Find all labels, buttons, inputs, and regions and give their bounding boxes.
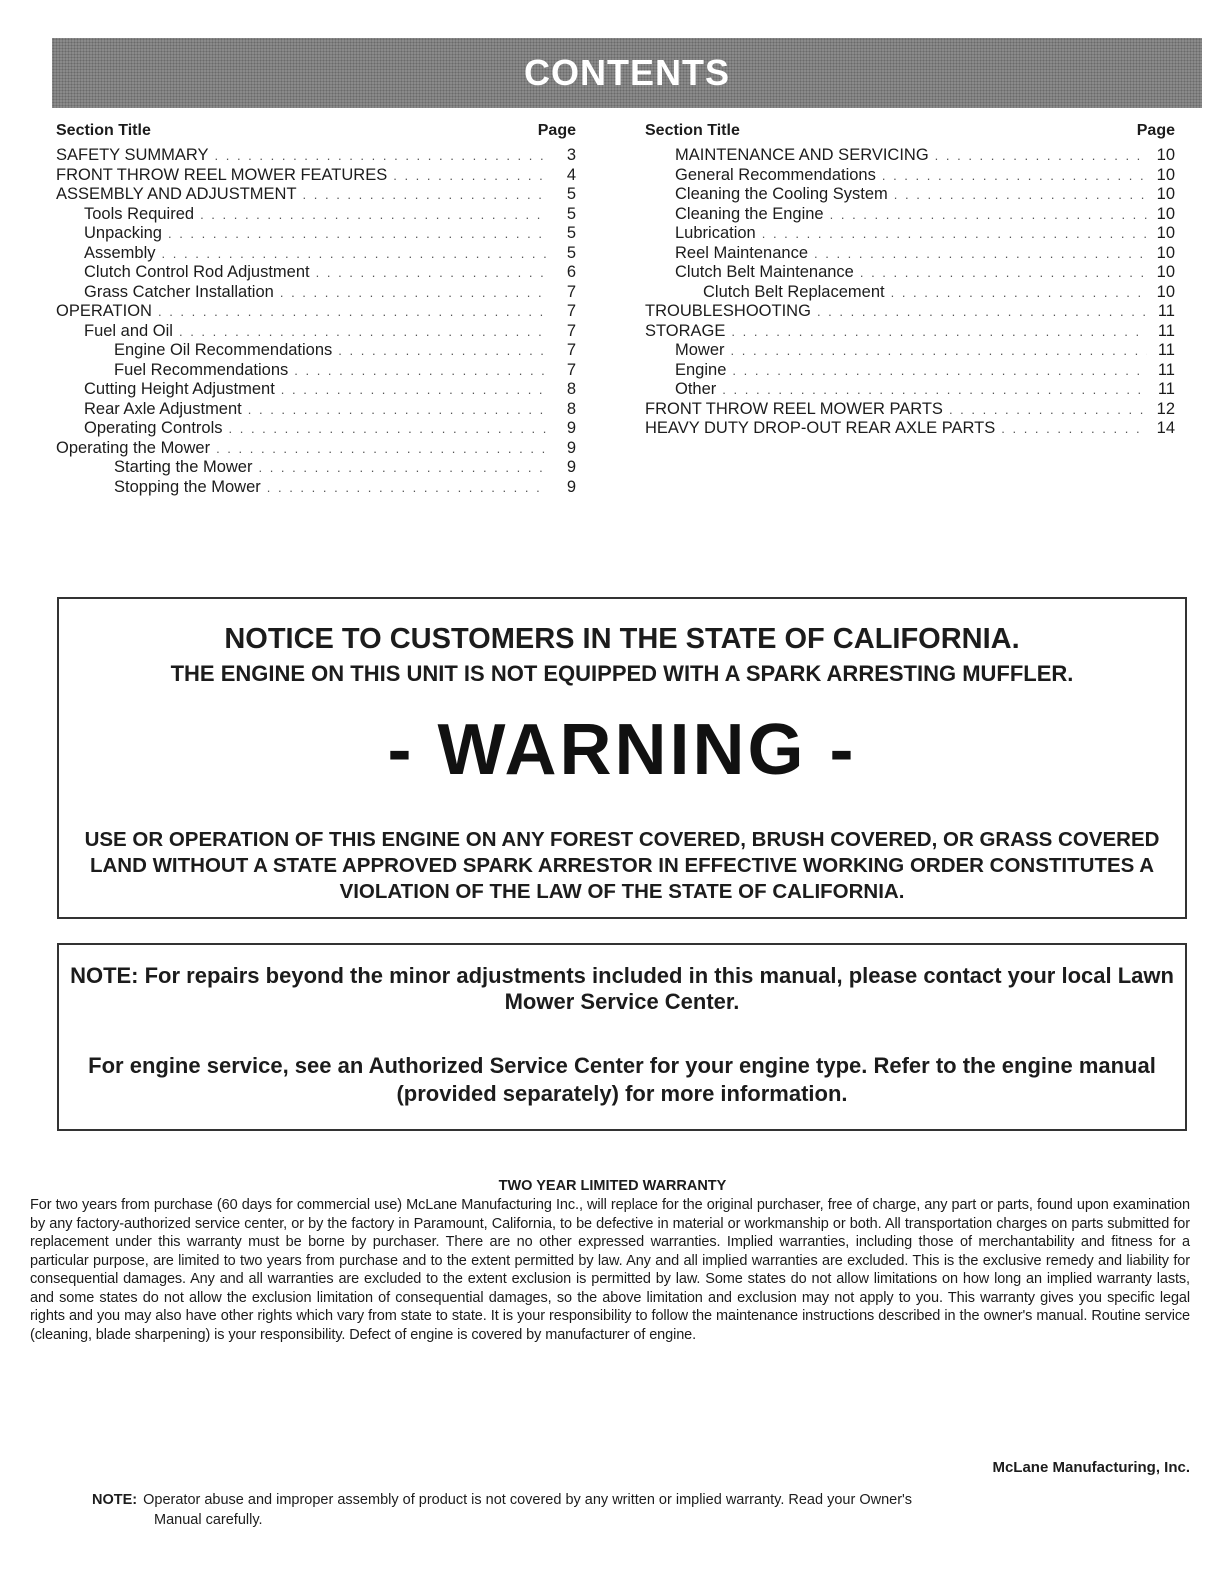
toc-entry-page: 10 xyxy=(1156,204,1175,223)
toc-entry-page: 14 xyxy=(1156,419,1175,437)
toc-entry-page: 7 xyxy=(566,341,576,359)
toc-entry xyxy=(56,244,576,264)
toc-entry-page: 7 xyxy=(566,321,576,340)
toc-entry-title: Grass Catcher Installation xyxy=(84,282,274,301)
warning-text: USE OR OPERATION OF THIS ENGINE ON ANY FOREST COVERED, BRUSH COVERED, OR GRASS COVERED LAND WITHOUT A STATE APPROVED SPARK ARRESTOR IN EFFECTIVE WORKING ORDER CONSTITUTES A VIOLATION OF THE LAW OF THE STATE OF CALIFORNIA. xyxy=(84,828,1160,903)
toc-entry-title: TROUBLESHOOTING xyxy=(645,302,811,320)
toc-entry-title: STORAGE xyxy=(645,321,726,340)
toc-entry-page: 10 xyxy=(1156,165,1175,184)
footer-note xyxy=(92,1490,1192,1530)
toc-entry-page: 11 xyxy=(1157,321,1175,340)
dot-leader xyxy=(949,402,1147,417)
toc-entry xyxy=(645,283,1175,303)
toc-entry xyxy=(56,224,576,244)
toc-entry xyxy=(56,419,576,439)
dot-leader xyxy=(860,265,1147,280)
toc-entry-page: 7 xyxy=(566,282,576,301)
section-title-heading: Section Title xyxy=(645,122,740,139)
toc-entry-title: SAFETY SUMMARY xyxy=(56,146,209,164)
toc-entry xyxy=(56,400,576,420)
toc-entry xyxy=(56,361,576,381)
service-note-box xyxy=(57,943,1187,1131)
toc-entry-title: Engine Oil Recommendations xyxy=(114,341,333,359)
dot-leader xyxy=(179,324,548,339)
toc-entry-page: 3 xyxy=(566,146,576,164)
toc-entry-page: 9 xyxy=(566,477,576,496)
toc-entry-title: FRONT THROW REEL MOWER PARTS xyxy=(645,399,943,418)
toc-entry xyxy=(645,302,1175,322)
warranty-text: For two years from purchase (60 days for commercial use) McLane Manufacturing Inc., will replace for the original purchaser, free of charge, any part or parts, found upon examination by any factory-authorized service center, or by the factory in Paramount, California, to be defective in material or workmanship or both. All transportation charges on parts submitted for replacement under this warranty must be borne by purchaser. There are no other expressed warranties. Implied warranties, including those of merchantability and fitness for a particular purpose, are limited to two years from purchase and to the extent permitted by law. Any and all implied warranties are excluded. This is the exclusive remedy and liability for consequential damages. Any and all warranties are excluded to the extent exclusion is permitted by law. Some states do not allow limitations on how long an implied warranty lasts, and some states do not allow the exclusion limitation of consequential damages, so the above limitation and exclusion may not apply to you. This warranty gives you specific legal rights and you may also have other rights which vary from state to state. It is your responsibility to follow the maintenance instructions described in the owner's manual. Routine service (cleaning, blade sharpening) is your responsibility. Defect of engine is covered by manufacturer of engine. xyxy=(30,1197,1190,1343)
toc-entry-title: Other xyxy=(675,380,717,398)
toc-entry-title: FRONT THROW REEL MOWER FEATURES xyxy=(56,165,388,184)
dot-leader xyxy=(894,187,1147,202)
toc-entry xyxy=(56,263,576,283)
toc-entry xyxy=(56,478,576,498)
toc-entry-title: Tools Required xyxy=(84,204,195,223)
toc-entry-page: 11 xyxy=(1157,380,1175,398)
toc-entry-page: 11 xyxy=(1157,341,1175,359)
repairs-note: NOTE: For repairs beyond the minor adjustments included in this manual, please contact your local Lawn Mower Service Center. xyxy=(70,963,1174,1014)
dot-leader xyxy=(280,285,548,300)
toc-entry-title: ASSEMBLY AND ADJUSTMENT xyxy=(56,185,297,203)
dot-leader xyxy=(731,324,1147,339)
dot-leader xyxy=(882,168,1147,183)
notice-heading: NOTICE TO CUSTOMERS IN THE STATE OF CALIFORNIA. xyxy=(224,623,1020,655)
company-name: McLane Manufacturing, Inc. xyxy=(992,1459,1190,1476)
toc-entry-page: 10 xyxy=(1156,224,1175,242)
toc-entry-title: Assembly xyxy=(84,243,156,262)
toc-entry-title: General Recommendations xyxy=(675,165,876,184)
toc-entry xyxy=(645,361,1175,381)
toc-entry-page: 10 xyxy=(1156,282,1175,301)
toc-entry-page: 8 xyxy=(566,380,576,398)
toc-entry xyxy=(56,439,576,459)
dot-leader xyxy=(281,382,548,397)
toc-entry-title: Lubrication xyxy=(675,224,756,242)
toc-entry xyxy=(56,146,576,166)
engine-service-note: For engine service, see an Authorized Service Center for your engine type. Refer to the engine manual (provided separately) for more information. xyxy=(88,1053,1156,1106)
dot-leader xyxy=(731,343,1147,358)
toc-entry xyxy=(56,185,576,205)
notice-subheading: THE ENGINE ON THIS UNIT IS NOT EQUIPPED WITH A SPARK ARRESTING MUFFLER. xyxy=(170,661,1074,686)
warranty-title: TWO YEAR LIMITED WARRANTY xyxy=(498,1178,727,1194)
toc-entry xyxy=(645,224,1175,244)
toc-entry-page: 6 xyxy=(566,263,576,281)
toc-entry-page: 5 xyxy=(566,204,576,223)
toc-entry xyxy=(645,205,1175,225)
dot-leader xyxy=(229,421,549,436)
page-heading: Page xyxy=(537,122,576,139)
toc-entry-page: 12 xyxy=(1156,399,1175,418)
note-text-continued: Manual carefully. xyxy=(154,1512,263,1528)
toc-entry-title: Starting the Mower xyxy=(114,458,253,476)
toc-entry-title: Cleaning the Cooling System xyxy=(675,185,888,203)
toc-entry xyxy=(56,205,576,225)
toc-entry-title: Reel Maintenance xyxy=(675,243,808,262)
dot-leader xyxy=(722,382,1147,397)
dot-leader xyxy=(762,226,1147,241)
toc-entry-page: 8 xyxy=(566,399,576,418)
dot-leader xyxy=(935,148,1147,163)
toc-entry-page: 10 xyxy=(1156,243,1175,262)
dot-leader xyxy=(248,402,548,417)
toc-entry xyxy=(56,322,576,342)
toc-entry xyxy=(56,341,576,361)
toc-entry xyxy=(645,185,1175,205)
toc-entry-page: 7 xyxy=(566,360,576,379)
dot-leader xyxy=(200,207,548,222)
toc-entry-page: 5 xyxy=(566,243,576,262)
toc-entry-title: Mower xyxy=(675,341,725,359)
dot-leader xyxy=(732,363,1147,378)
toc-entry xyxy=(645,419,1175,439)
toc-entry-page: 10 xyxy=(1156,263,1175,281)
toc-entry-title: Operating Controls xyxy=(84,419,223,437)
dot-leader xyxy=(267,480,548,495)
dot-leader xyxy=(168,226,548,241)
contents-banner xyxy=(52,38,1202,108)
toc-entry-page: 4 xyxy=(566,165,576,184)
toc-entry xyxy=(645,146,1175,166)
toc-entry-page: 7 xyxy=(566,302,576,320)
page-title: CONTENTS xyxy=(524,52,730,93)
toc-entry xyxy=(645,244,1175,264)
dot-leader xyxy=(338,343,548,358)
toc-entry xyxy=(56,458,576,478)
toc-entry-page: 10 xyxy=(1156,146,1175,164)
toc-entry-page: 10 xyxy=(1156,185,1175,203)
toc-entry xyxy=(56,302,576,322)
dot-leader xyxy=(216,441,548,456)
toc-entry-page: 5 xyxy=(566,224,576,242)
dot-leader xyxy=(215,148,548,163)
toc-entry-title: Rear Axle Adjustment xyxy=(84,399,242,418)
warning-heading: - WARNING - xyxy=(387,710,857,790)
toc-entry xyxy=(645,166,1175,186)
dot-leader xyxy=(258,460,548,475)
dot-leader xyxy=(294,363,548,378)
toc-entry-page: 11 xyxy=(1157,302,1175,320)
dot-leader xyxy=(830,207,1147,222)
toc-entry-title: Engine xyxy=(675,360,727,379)
toc-entry-title: Clutch Belt Maintenance xyxy=(675,263,854,281)
note-label: NOTE: xyxy=(92,1492,138,1508)
dot-leader xyxy=(1001,421,1147,436)
toc-right-column xyxy=(645,122,1175,439)
toc-entry xyxy=(645,263,1175,283)
toc-header xyxy=(645,122,1175,146)
dot-leader xyxy=(162,246,548,261)
toc-header xyxy=(56,122,576,146)
california-notice-box xyxy=(57,597,1187,919)
dot-leader xyxy=(891,285,1147,300)
toc-entry-title: Cleaning the Engine xyxy=(675,204,824,223)
dot-leader xyxy=(303,187,548,202)
toc-entry-title: Fuel Recommendations xyxy=(114,360,289,379)
toc-entry xyxy=(645,400,1175,420)
toc-entry-title: Unpacking xyxy=(84,224,162,242)
toc-entry-page: 5 xyxy=(566,185,576,203)
page-heading: Page xyxy=(1136,122,1175,139)
toc-entry-title: HEAVY DUTY DROP-OUT REAR AXLE PARTS xyxy=(645,419,996,437)
toc-entry-title: Stopping the Mower xyxy=(114,477,261,496)
toc-entry xyxy=(56,166,576,186)
dot-leader xyxy=(158,304,548,319)
toc-entry xyxy=(645,322,1175,342)
toc-entry xyxy=(645,341,1175,361)
dot-leader xyxy=(817,304,1147,319)
toc-entry-title: Clutch Belt Replacement xyxy=(703,282,885,301)
toc-left-rows xyxy=(56,146,576,497)
toc-entry-title: Fuel and Oil xyxy=(84,321,173,340)
toc-entry xyxy=(645,380,1175,400)
toc-entry-page: 9 xyxy=(566,458,576,476)
toc-entry-title: OPERATION xyxy=(56,302,152,320)
dot-leader xyxy=(393,168,548,183)
note-text: Operator abuse and improper assembly of product is not covered by any written or implied warranty. Read your Owner's xyxy=(143,1492,913,1508)
toc-entry-page: 11 xyxy=(1157,360,1175,379)
dot-leader xyxy=(316,265,548,280)
toc-right-rows xyxy=(645,146,1175,439)
toc-entry-title: Operating the Mower xyxy=(56,438,211,457)
toc-entry xyxy=(56,380,576,400)
toc-entry-title: Clutch Control Rod Adjustment xyxy=(84,263,310,281)
toc-entry-title: MAINTENANCE AND SERVICING xyxy=(675,146,929,164)
section-title-heading: Section Title xyxy=(56,122,151,139)
toc-entry-page: 9 xyxy=(566,438,576,457)
toc-entry xyxy=(56,283,576,303)
toc-entry-page: 9 xyxy=(566,419,576,437)
toc-entry-title: Cutting Height Adjustment xyxy=(84,380,275,398)
toc-left-column xyxy=(56,122,576,497)
dot-leader xyxy=(814,246,1147,261)
